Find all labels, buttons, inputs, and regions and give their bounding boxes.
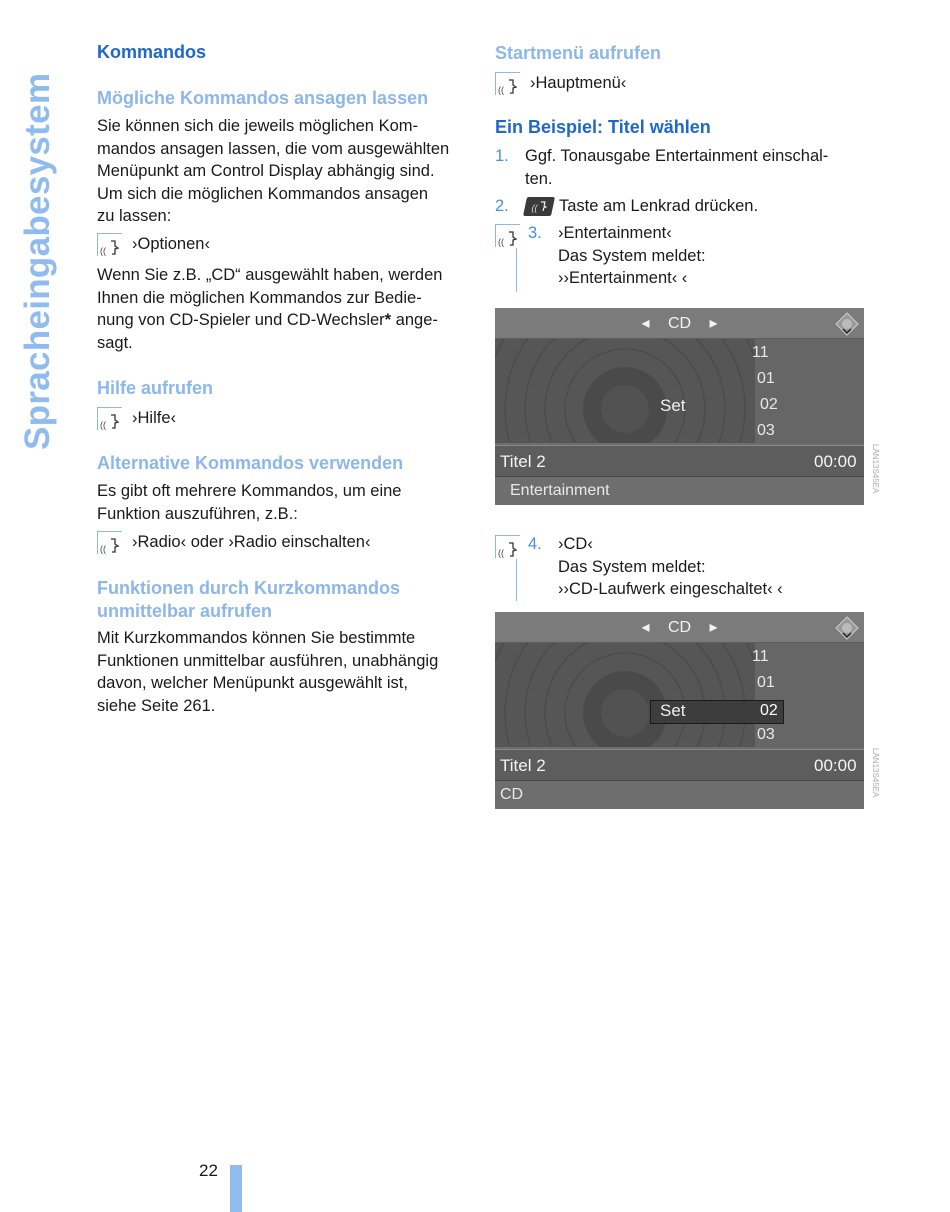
command-text: ›Radio einschalten‹ — [228, 533, 371, 551]
command-radio — [97, 531, 370, 554]
cd-disc-graphic — [495, 339, 755, 443]
heading-line: Funktionen durch Kurzkommandos — [97, 578, 401, 598]
text-line: Sie können sich die jeweils möglichen Kom- — [97, 117, 418, 135]
text-line: ››CD-Laufwerk eingeschaltet‹ ‹ — [558, 580, 783, 598]
menu-label: Entertainment — [510, 482, 610, 499]
step-text: Ggf. Tonausgabe Entertainment einschal- — [525, 147, 829, 165]
text-line: davon, welcher Menüpunkt ausgewählt ist, — [97, 674, 408, 692]
cd-disc-graphic — [495, 643, 755, 747]
paragraph-moegliche-kommandos — [97, 115, 477, 228]
text-line: Es gibt oft mehrere Kommandos, um eine — [97, 482, 402, 500]
screen-status-bar — [495, 445, 864, 476]
screen-top-bar — [495, 308, 864, 339]
heading-alternative-kommandos: Alternative Kommandos verwenden — [97, 453, 404, 473]
track-item: 11 — [752, 648, 769, 665]
image-code: LAN13S45EA — [871, 444, 880, 494]
text-line: zu lassen: — [97, 207, 172, 225]
control-display-screen-1 — [495, 308, 864, 505]
screen-top-label — [495, 313, 864, 333]
source-label: CD — [667, 619, 692, 636]
section-heading-kommandos: Kommandos — [97, 42, 207, 62]
command-text: ›Hauptmenü‹ — [530, 74, 627, 92]
text-line — [528, 222, 868, 245]
step-text: ›CD‹ — [558, 535, 593, 553]
svg-text:((: (( — [530, 202, 539, 213]
set-label: Set — [660, 396, 686, 415]
heading-kurzkommandos — [97, 577, 400, 623]
heading-line: unmittelbar aufrufen — [97, 601, 273, 621]
svg-text:((: (( — [498, 85, 504, 95]
text-line: Wenn Sie z.B. „CD“ ausgewählt haben, werden — [97, 266, 443, 284]
arrow-right-icon: ▸ — [709, 315, 718, 332]
step-divider — [516, 559, 517, 601]
step-number: 2. — [495, 197, 509, 215]
image-code: LAN13S45EA — [871, 748, 880, 798]
option-asterisk: * — [384, 311, 392, 329]
play-time: 00:00 — [814, 756, 857, 775]
text-line — [528, 533, 868, 556]
arrow-right-icon: ▸ — [709, 619, 718, 636]
svg-text:((: (( — [100, 544, 106, 554]
command-or: oder — [186, 533, 229, 551]
heading-moegliche-kommandos: Mögliche Kommandos ansagen lassen — [97, 88, 429, 108]
paragraph-alternative — [97, 480, 477, 525]
step-3-text — [528, 222, 868, 290]
screen-bottom-bar — [495, 780, 864, 809]
text-line: Mit Kurzkommandos können Sie bestimmte — [97, 629, 416, 647]
text-line: Ihnen die möglichen Kommandos zur Bedie- — [97, 288, 422, 307]
voice-command-icon — [495, 72, 520, 95]
text-line: Funktion auszuführen, z.B.: — [97, 504, 298, 523]
source-label: CD — [667, 315, 692, 332]
text-line: sagt. — [97, 333, 133, 352]
screen-bottom-bar — [495, 476, 864, 505]
control-display-screen-2 — [495, 612, 864, 809]
steering-wheel-button-icon — [523, 197, 555, 216]
voice-command-icon — [495, 535, 520, 558]
track-item: 11 — [752, 344, 769, 361]
svg-text:((: (( — [498, 237, 504, 247]
arrow-left-icon: ◂ — [641, 619, 650, 636]
step-number: 1. — [495, 147, 509, 165]
step-divider — [516, 248, 517, 292]
track-item: 01 — [757, 674, 775, 691]
play-time: 00:00 — [814, 452, 857, 471]
text-line: Um sich die möglichen Kommandos ansagen — [97, 184, 429, 203]
step-number: 3. — [528, 224, 542, 242]
voice-command-icon — [97, 407, 122, 430]
menu-label: CD — [500, 786, 524, 803]
track-item: 03 — [757, 422, 775, 439]
screen-status-bar — [495, 749, 864, 780]
track-item: 03 — [757, 726, 775, 743]
voice-command-icon — [97, 531, 122, 554]
text-line: ten. — [525, 169, 553, 188]
controller-icon — [834, 311, 860, 337]
text-line: Funktionen unmittelbar ausführen, unabhängig — [97, 651, 439, 670]
step-1 — [495, 145, 875, 190]
text-span: nung von CD-Spieler und CD-Wechsler — [97, 311, 385, 329]
svg-text:((: (( — [100, 246, 106, 256]
side-title: Spracheingabesystem — [18, 72, 57, 450]
command-text: ›Radio‹ — [132, 533, 187, 551]
command-hauptmenue — [495, 72, 626, 95]
set-label: Set — [660, 701, 686, 720]
voice-command-icon — [495, 224, 520, 247]
text-span: ange- — [391, 311, 438, 329]
current-title: Titel 2 — [500, 452, 546, 471]
heading-hilfe: Hilfe aufrufen — [97, 378, 214, 398]
screen-top-bar — [495, 612, 864, 643]
track-item: 02 — [760, 396, 778, 413]
page-number: 22 — [199, 1161, 218, 1180]
command-text: ›Optionen‹ — [132, 235, 210, 253]
step-4-text — [528, 533, 868, 601]
step-text: ›Entertainment‹ — [558, 224, 672, 242]
command-optionen — [97, 233, 210, 256]
text-line: mandos ansagen lassen, die vom ausgewählten — [97, 139, 450, 158]
svg-text:((: (( — [498, 548, 504, 558]
command-text: ›Hilfe‹ — [132, 409, 176, 427]
heading-startmenue: Startmenü aufrufen — [495, 43, 662, 63]
step-text: Taste am Lenkrad drücken. — [559, 197, 759, 215]
paragraph-cd-example — [97, 264, 477, 354]
paragraph-kurzkommandos — [97, 627, 477, 717]
svg-text:((: (( — [100, 420, 106, 430]
current-title: Titel 2 — [500, 756, 546, 775]
heading-beispiel: Ein Beispiel: Titel wählen — [495, 117, 711, 137]
text-line: Menüpunkt am Control Display abhängig sind. — [97, 162, 435, 180]
text-line: siehe Seite 261. — [97, 696, 216, 715]
page-marker-bar — [230, 1165, 242, 1212]
step-2 — [495, 195, 875, 218]
text-line: Das System meldet: — [558, 246, 706, 265]
command-hilfe — [97, 407, 176, 430]
text-line — [97, 309, 477, 332]
controller-icon — [834, 615, 860, 641]
text-line — [495, 145, 875, 168]
track-item-selected: 02 — [760, 702, 778, 719]
arrow-left-icon: ◂ — [641, 315, 650, 332]
screen-top-label — [495, 617, 864, 637]
track-item: 01 — [757, 370, 775, 387]
step-number: 4. — [528, 535, 542, 553]
voice-command-icon — [97, 233, 122, 256]
text-line: Das System meldet: — [558, 557, 706, 576]
text-line: ››Entertainment‹ ‹ — [558, 269, 688, 287]
